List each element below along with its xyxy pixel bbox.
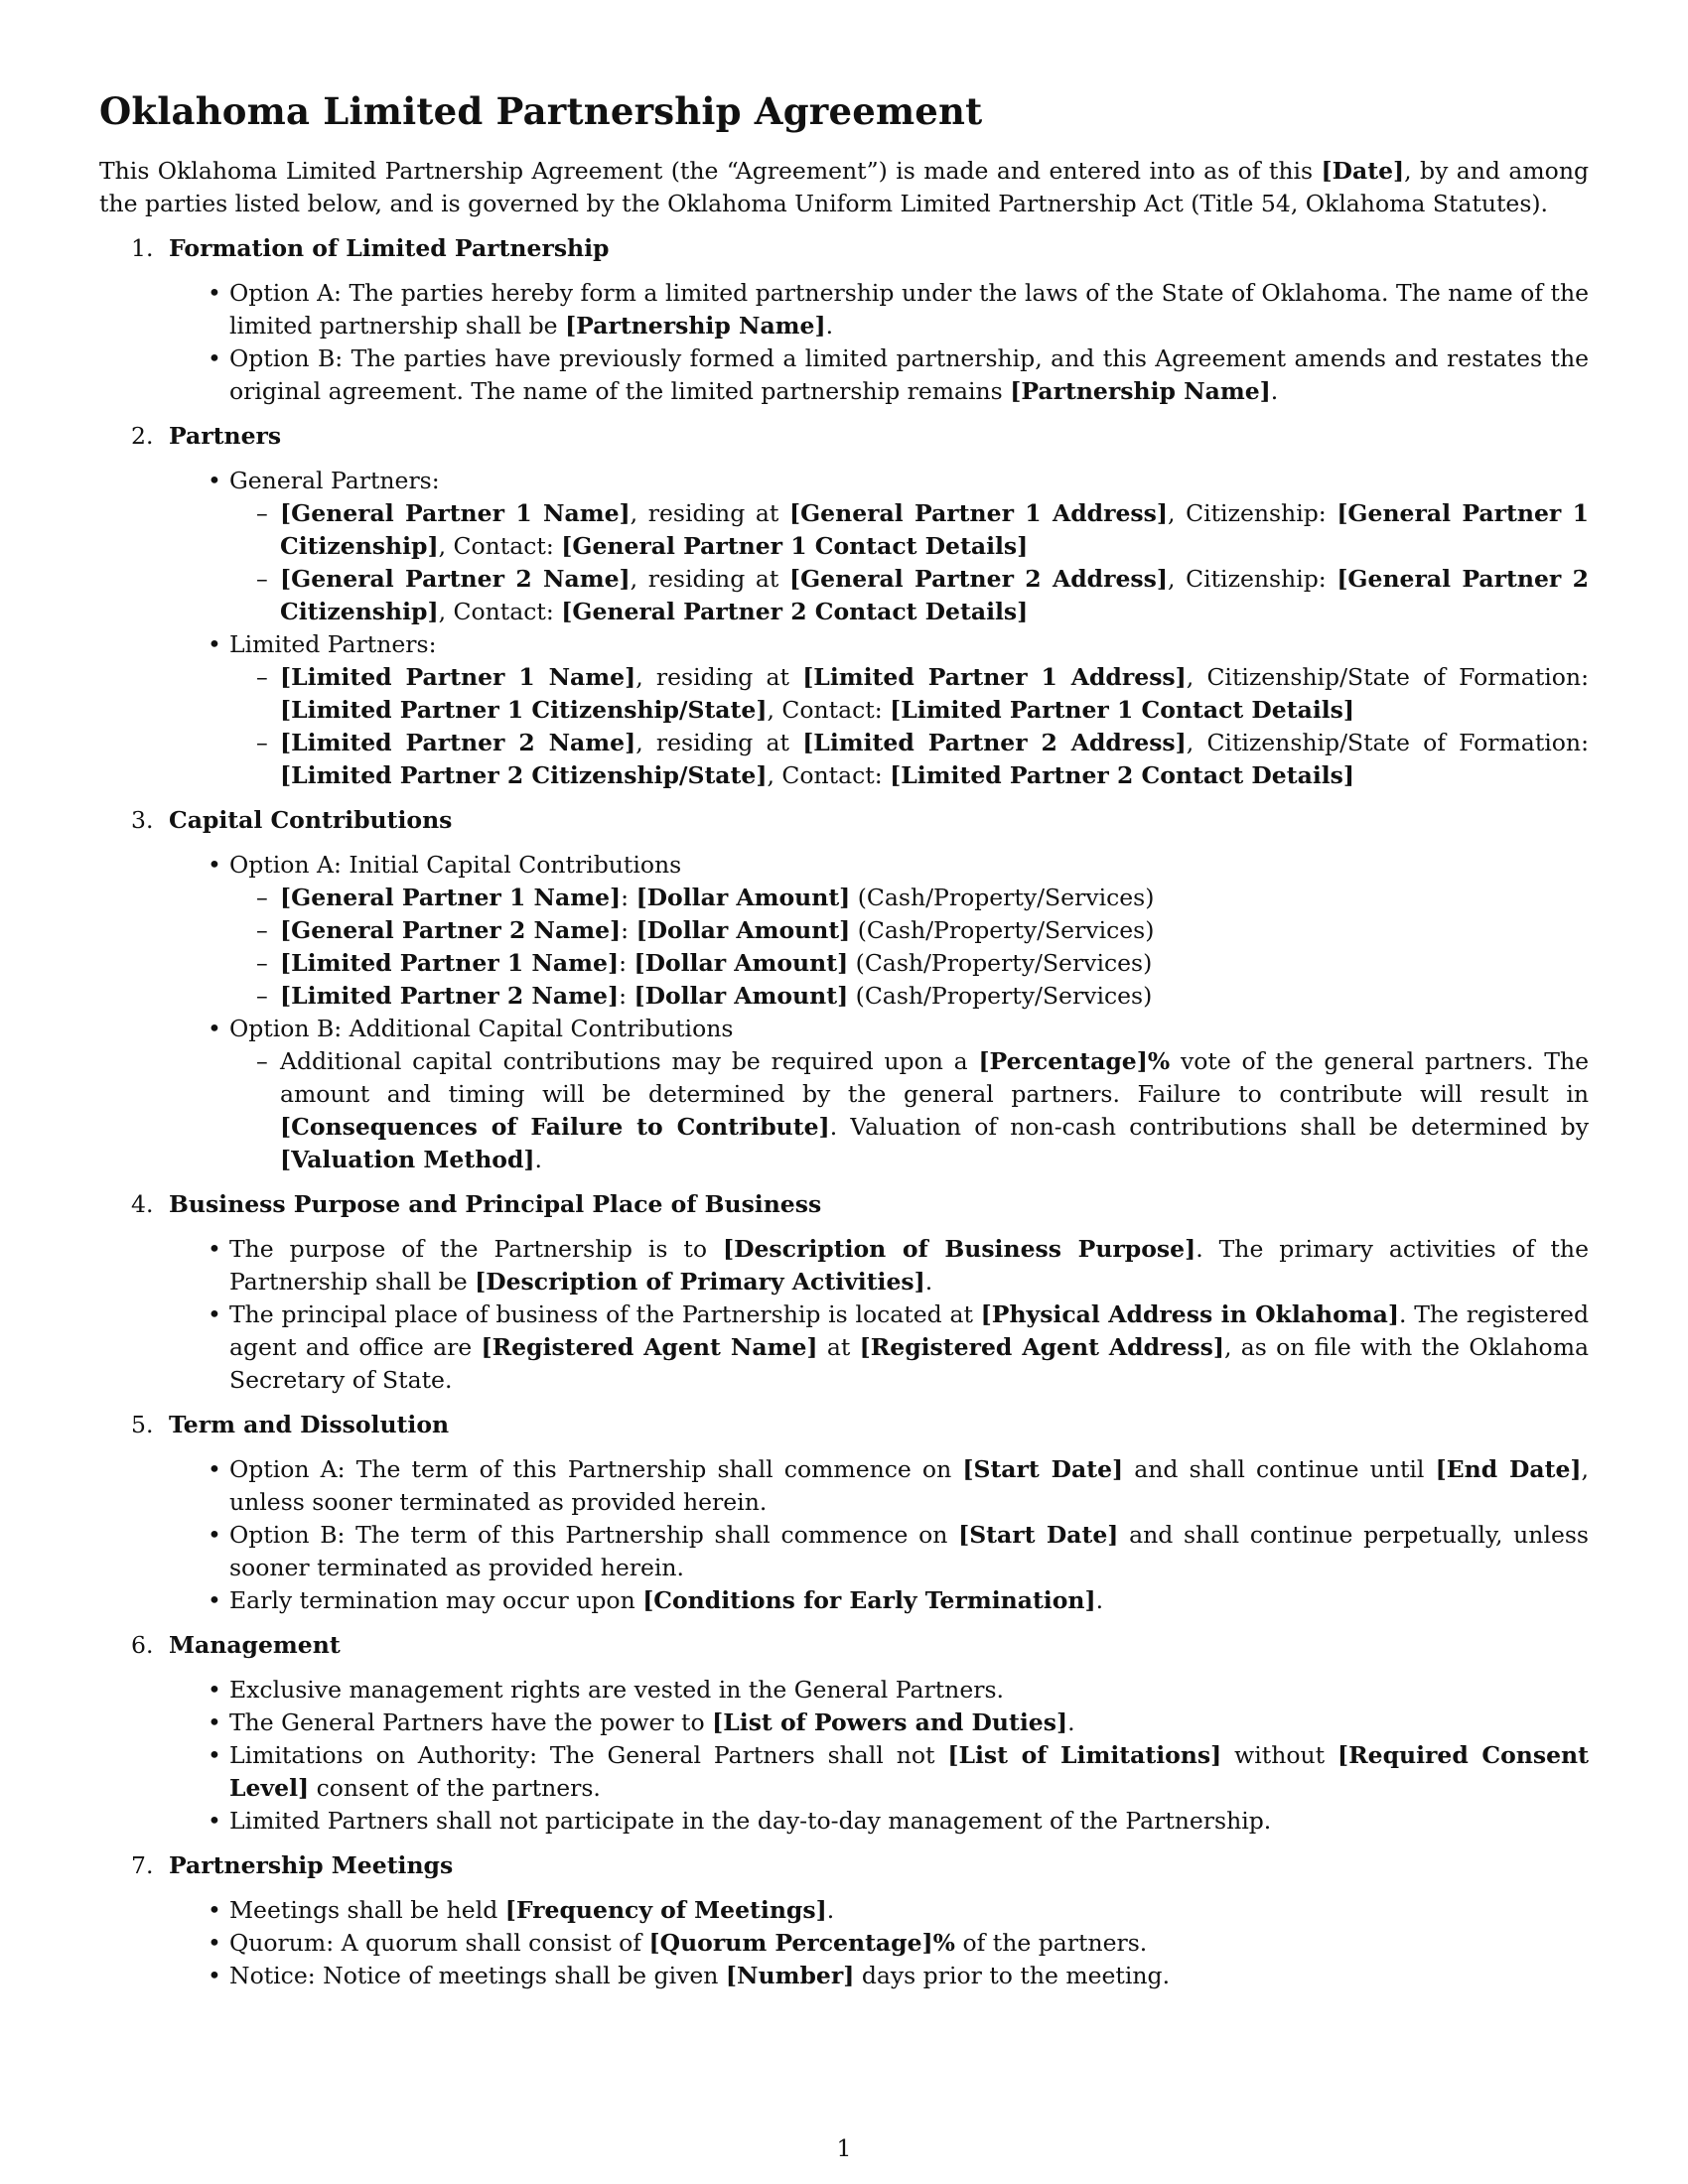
intro-paragraph: This Oklahoma Limited Partnership Agreement (the “Agreement”) is made and entered into as of this [Date], by and among the parties listed below, and is governed by the Oklahoma Uniform Limited Partnership Act (Title 54, Oklahoma Statutes). (99, 157, 1590, 217)
section-number: 6. (131, 1631, 154, 1659)
section-title: Partners (169, 422, 282, 450)
document-page (99, 0, 1589, 2004)
sections-list (99, 232, 1589, 1992)
section-number: 7. (131, 1851, 154, 1879)
section-term-dissolution (99, 1409, 1589, 1617)
section-partners (99, 420, 1589, 792)
document-title: Oklahoma Limited Partnership Agreement (99, 89, 983, 133)
section-number: 1. (131, 234, 154, 262)
list-item: • The purpose of the Partnership is to [Description of Business Purpose]. The primary activities of the Partnership shall be [Description of Primary Activities]. (229, 1233, 1589, 1298)
list-item: • General Partners: – [General Partner 1 Name], residing at [General Partner 1 Address], Citizenship: [General Partner 1 Citizenship], Contact: [General Partner 1 Contact Details] – [General Partner 2 Name], residing at [General Partner 2 Address], Citizenship: [General Partner 2 Citizenship], Contact: [General Partner 2 Contact Details] (229, 465, 1589, 628)
list-item: • Option B: The term of this Partnership shall commence on [Start Date] and shall continue perpetually, unless sooner terminated as provided herein. (229, 1519, 1589, 1584)
section-title: Capital Contributions (169, 806, 453, 834)
section-business-purpose (99, 1188, 1589, 1397)
sub-list-item: – [Limited Partner 1 Name]: [Dollar Amount] (Cash/Property/Services) (280, 947, 1589, 980)
sub-list-item: – [Limited Partner 2 Name], residing at [Limited Partner 2 Address], Citizenship/State of Formation: [Limited Partner 2 Citizenship/State], Contact: [Limited Partner 2 Contact Details] (280, 727, 1589, 792)
list-item: • Limited Partners: – [Limited Partner 1 Name], residing at [Limited Partner 1 Address], Citizenship/State of Formation: [Limited Partner 1 Citizenship/State], Contact: [Limited Partner 1 Contact Details] – [Limited Partner 2 Name], residing at [Limited Partner 2 Address], Citizenship/State of Formation: [Limited Partner 2 Citizenship/State], Contact: [Limited Partner 2 Contact Details] (229, 628, 1589, 792)
list-item: • Limitations on Authority: The General Partners shall not [List of Limitations] without [Required Consent Level] consent of the partners. (229, 1739, 1589, 1805)
list-item: • The principal place of business of the Partnership is located at [Physical Address in Oklahoma]. The registered agent and office are [Registered Agent Name] at [Registered Agent Address], as on file with the Oklahoma Secretary of State. (229, 1298, 1589, 1397)
list-item: • Quorum: A quorum shall consist of [Quorum Percentage]% of the partners. (229, 1927, 1589, 1960)
sub-list-item: – [Limited Partner 1 Name], residing at [Limited Partner 1 Address], Citizenship/State of Formation: [Limited Partner 1 Citizenship/State], Contact: [Limited Partner 1 Contact Details] (280, 661, 1589, 727)
sub-list-item: – [Limited Partner 2 Name]: [Dollar Amount] (Cash/Property/Services) (280, 980, 1589, 1013)
section-management (99, 1629, 1589, 1838)
list-item: • Limited Partners shall not participate in the day-to-day management of the Partnership. (229, 1805, 1589, 1838)
list-item: • Meetings shall be held [Frequency of Meetings]. (229, 1894, 1589, 1927)
sub-list-item: – Additional capital contributions may be required upon a [Percentage]% vote of the general partners. The amount and timing will be determined by the general partners. Failure to contribute will result in [Consequences of Failure to Contribute]. Valuation of non-cash contributions shall be determined by [Valuation Method]. (280, 1045, 1589, 1176)
list-item: • Exclusive management rights are vested in the General Partners. (229, 1674, 1589, 1706)
section-number: 2. (131, 422, 154, 450)
section-title: Management (169, 1631, 341, 1659)
list-item: • Option B: Additional Capital Contributions – Additional capital contributions may be required upon a [Percentage]% vote of the general partners. The amount and timing will be determined by the general partners. Failure to contribute will result in [Consequences of Failure to Contribute]. Valuation of non-cash contributions shall be determined by [Valuation Method]. (229, 1013, 1589, 1176)
section-title: Partnership Meetings (169, 1851, 454, 1879)
section-title: Term and Dissolution (169, 1411, 450, 1438)
list-item: • Option A: Initial Capital Contributions – [General Partner 1 Name]: [Dollar Amount] (Cash/Property/Services) – [General Partner 2 Name]: [Dollar Amount] (Cash/Property/Services) – [Limited Partner 1 Name]: [Dollar Amount] (Cash/Property/Services) – [Limited Partner 2 Name]: [Dollar Amount] (Cash/Property/Services) (229, 849, 1589, 1013)
section-partnership-meetings (99, 1849, 1589, 1992)
sub-list-item: – [General Partner 2 Name], residing at [General Partner 2 Address], Citizenship: [General Partner 2 Citizenship], Contact: [General Partner 2 Contact Details] (280, 563, 1589, 628)
list-item: • Early termination may occur upon [Conditions for Early Termination]. (229, 1584, 1589, 1617)
sub-list-item: – [General Partner 2 Name]: [Dollar Amount] (Cash/Property/Services) (280, 914, 1589, 947)
section-number: 5. (131, 1411, 154, 1438)
list-item: • Notice: Notice of meetings shall be given [Number] days prior to the meeting. (229, 1960, 1589, 1992)
section-formation (99, 232, 1589, 408)
page-number: 1 (836, 2134, 852, 2162)
list-item: • Option A: The term of this Partnership shall commence on [Start Date] and shall continue until [End Date], unless sooner terminated as provided herein. (229, 1453, 1589, 1519)
list-item: • Option A: The parties hereby form a limited partnership under the laws of the State of Oklahoma. The name of the limited partnership shall be [Partnership Name]. (229, 277, 1589, 342)
section-number: 3. (131, 806, 154, 834)
list-item: • The General Partners have the power to [List of Powers and Duties]. (229, 1706, 1589, 1739)
section-capital-contributions (99, 804, 1589, 1176)
section-title: Business Purpose and Principal Place of Business (169, 1190, 822, 1218)
sub-list-item: – [General Partner 1 Name], residing at [General Partner 1 Address], Citizenship: [General Partner 1 Citizenship], Contact: [General Partner 1 Contact Details] (280, 497, 1589, 563)
date-placeholder: [Date] (1321, 157, 1405, 185)
section-title: Formation of Limited Partnership (169, 234, 610, 262)
sub-list-item: – [General Partner 1 Name]: [Dollar Amount] (Cash/Property/Services) (280, 882, 1589, 914)
list-item: • Option B: The parties have previously formed a limited partnership, and this Agreement amends and restates the original agreement. The name of the limited partnership remains [Partnership Name]. (229, 342, 1589, 408)
section-number: 4. (131, 1190, 154, 1218)
